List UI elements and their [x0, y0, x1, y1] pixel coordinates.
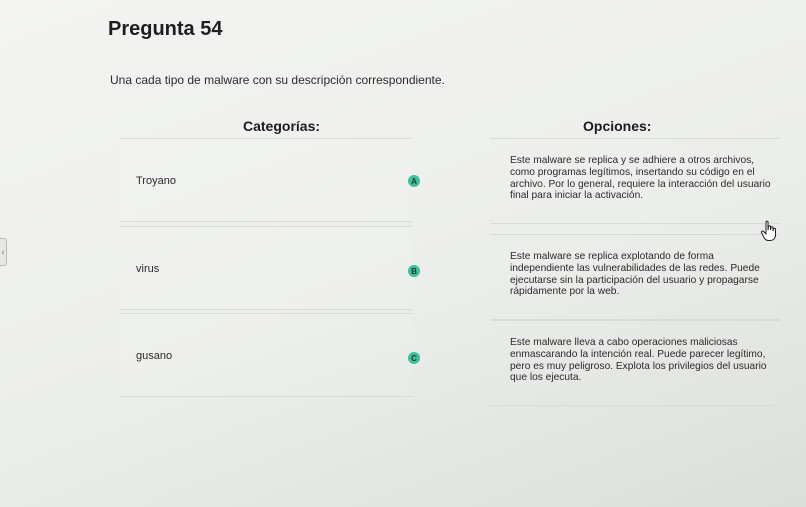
question-title: Pregunta 54	[108, 18, 223, 40]
option-text: Este malware se replica explotando de forma independiente las vulnerabilidades de las redes. Puede ejecutarse sin la participación del usuario y propagarse rápidamente por la web.	[510, 251, 760, 298]
category-letter-badge: C	[408, 352, 420, 364]
option-text: Este malware lleva a cabo operaciones maliciosas enmascarando la intención real. Puede parecer legítimo, pero es muy peligroso. Explota los privilegios del usuario que los ejecuta.	[510, 337, 767, 384]
hand-pointer-icon	[760, 220, 778, 242]
categories-header: Categorías:	[243, 118, 321, 134]
chevron-left-icon: ‹	[1, 247, 5, 257]
category-letter-badge: B	[408, 265, 420, 277]
category-label: Troyano	[136, 175, 176, 187]
side-panel-tab[interactable]	[0, 238, 7, 266]
option-card-1[interactable]	[490, 138, 780, 224]
category-dropzone-2[interactable]	[120, 226, 413, 310]
category-label: gusano	[136, 350, 173, 362]
category-dropzone-3[interactable]	[120, 313, 413, 397]
options-header: Opciones:	[583, 118, 652, 134]
category-letter-badge: A	[408, 175, 420, 187]
category-dropzone-1[interactable]	[120, 138, 413, 222]
category-label: virus	[136, 263, 160, 275]
option-card-3[interactable]	[490, 320, 780, 406]
option-card-2[interactable]	[490, 234, 780, 320]
option-text: Este malware se replica y se adhiere a otros archivos, como programas legítimos, insertando su código en el archivo. Por lo general, requiere la interacción del usuario final para iniciar la activación.	[510, 155, 771, 202]
instructions: Una cada tipo de malware con su descripción correspondiente.	[110, 73, 445, 87]
